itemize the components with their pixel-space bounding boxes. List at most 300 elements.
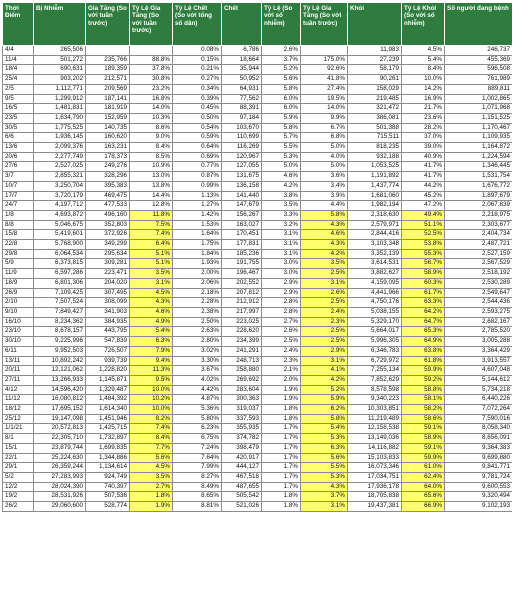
table-cell[interactable]: 2,318,630 (348, 210, 402, 220)
table-cell[interactable]: 9/10 (3, 307, 34, 317)
table-cell[interactable]: 88,391 (222, 104, 262, 114)
table-cell[interactable]: 160,620 (86, 133, 130, 143)
table-cell[interactable]: 5.4% (130, 327, 173, 337)
table-cell[interactable]: 41.7% (402, 172, 445, 182)
table-cell[interactable]: 4.9% (130, 317, 173, 327)
table-cell[interactable]: 4.0% (301, 152, 348, 162)
table-cell[interactable]: 47.2% (402, 201, 445, 211)
table-cell[interactable]: 5.7% (262, 133, 301, 143)
table-cell[interactable]: 23,879,744 (34, 443, 86, 453)
table-cell[interactable]: 28.2% (402, 123, 445, 133)
table-cell[interactable]: 6.23% (173, 424, 222, 434)
table-cell[interactable]: 2.18% (173, 288, 222, 298)
table-cell[interactable]: 6,346,783 (348, 346, 402, 356)
table-cell[interactable]: 92.6% (301, 65, 348, 75)
table-cell[interactable]: 2/10 (3, 298, 34, 308)
table-cell[interactable]: 2.28% (173, 298, 222, 308)
table-cell[interactable]: 110,699 (222, 133, 262, 143)
table-cell[interactable]: 3.5% (262, 201, 301, 211)
table-cell[interactable]: 1,170,467 (445, 123, 513, 133)
table-cell[interactable]: 1.93% (173, 259, 222, 269)
table-cell[interactable]: 1,002,865 (445, 94, 513, 104)
table-cell[interactable]: 2,544,436 (445, 298, 513, 308)
table-cell[interactable]: 2.5% (262, 337, 301, 347)
table-cell[interactable]: 1.53% (173, 220, 222, 230)
table-cell[interactable]: 818,235 (348, 143, 402, 153)
table-cell[interactable]: 3,005,288 (445, 337, 513, 347)
table-cell[interactable]: 16/10 (3, 317, 34, 327)
table-cell[interactable]: 1.9% (262, 395, 301, 405)
table-cell[interactable]: 120,967 (222, 152, 262, 162)
table-cell[interactable]: 35,944 (222, 65, 262, 75)
table-cell[interactable]: 6,064,534 (34, 249, 86, 259)
table-cell[interactable]: 395,383 (86, 181, 130, 191)
table-cell[interactable]: 7,507,524 (34, 298, 86, 308)
table-cell[interactable]: 258,880 (222, 366, 262, 376)
table-cell[interactable]: 8.2% (130, 414, 173, 424)
table-cell[interactable]: 0.59% (173, 133, 222, 143)
table-cell[interactable]: 0.21% (173, 65, 222, 75)
table-cell[interactable]: 6,440,226 (445, 395, 513, 405)
table-cell[interactable]: 27.4% (301, 84, 348, 94)
table-cell[interactable]: 6.0% (262, 94, 301, 104)
table-cell[interactable]: 1.8% (262, 492, 301, 502)
table-cell[interactable]: 11,983 (348, 46, 402, 56)
table-cell[interactable]: 3.5% (130, 472, 173, 482)
table-cell[interactable]: 7.9% (130, 346, 173, 356)
table-cell[interactable]: 1,344,886 (86, 453, 130, 463)
table-cell[interactable]: 61.7% (402, 288, 445, 298)
table-cell[interactable]: 228,620 (222, 327, 262, 337)
table-cell[interactable]: 187,141 (86, 94, 130, 104)
table-cell[interactable]: 1.7% (262, 434, 301, 444)
col-header[interactable]: Gia Tăng (So với tuần trước) (86, 3, 130, 46)
table-cell[interactable]: 12,121,062 (34, 366, 86, 376)
table-cell[interactable]: 3,364,429 (445, 346, 513, 356)
table-cell[interactable]: 2/5 (3, 84, 34, 94)
table-cell[interactable]: 7.24% (173, 443, 222, 453)
table-cell[interactable]: 28,024,390 (34, 482, 86, 492)
table-cell[interactable]: 501,272 (34, 55, 86, 65)
table-cell[interactable]: 6,373,815 (34, 259, 86, 269)
table-cell[interactable]: 939,739 (86, 356, 130, 366)
table-cell[interactable]: 1.64% (173, 230, 222, 240)
table-cell[interactable]: 29,060,600 (34, 502, 86, 512)
table-cell[interactable]: 207,812 (222, 288, 262, 298)
table-cell[interactable]: 9,841,771 (445, 463, 513, 473)
table-cell[interactable]: 202,552 (222, 278, 262, 288)
table-cell[interactable]: 2.50% (173, 317, 222, 327)
table-cell[interactable]: 1.7% (262, 424, 301, 434)
table-cell[interactable]: 37.8% (130, 65, 173, 75)
table-cell[interactable]: 9/5 (3, 94, 34, 104)
table-cell[interactable]: 23.2% (130, 84, 173, 94)
table-cell[interactable]: 7,072,264 (445, 405, 513, 415)
table-cell[interactable]: 0.87% (173, 172, 222, 182)
table-cell[interactable]: 178,373 (86, 152, 130, 162)
table-cell[interactable]: 5.9% (262, 113, 301, 123)
table-cell[interactable]: 2.06% (173, 278, 222, 288)
table-cell[interactable]: 20/11 (3, 366, 34, 376)
table-cell[interactable]: 4.3% (301, 482, 348, 492)
table-cell[interactable]: 1.8% (262, 405, 301, 415)
table-cell[interactable]: 18,664 (222, 55, 262, 65)
table-cell[interactable]: 2,785,520 (445, 327, 513, 337)
table-cell[interactable]: 60.3% (402, 278, 445, 288)
table-cell[interactable]: 7,109,425 (34, 288, 86, 298)
table-cell[interactable]: 2,527,159 (445, 249, 513, 259)
table-cell[interactable]: 7.99% (173, 463, 222, 473)
table-cell[interactable]: 2.4% (301, 307, 348, 317)
table-cell[interactable]: 13,149,036 (348, 434, 402, 444)
table-cell[interactable]: 175.0% (301, 55, 348, 65)
table-cell[interactable]: 3.30% (173, 356, 222, 366)
table-cell[interactable]: 3.1% (262, 240, 301, 250)
table-cell[interactable]: 8/1 (3, 434, 34, 444)
table-cell[interactable]: 2,567,529 (445, 259, 513, 269)
table-cell[interactable]: 65.6% (402, 492, 445, 502)
table-cell[interactable]: 62.4% (402, 472, 445, 482)
table-cell[interactable]: 283,604 (222, 385, 262, 395)
table-cell[interactable]: 14,116,882 (348, 443, 402, 453)
table-cell[interactable]: 5,046,675 (34, 220, 86, 230)
table-cell[interactable]: 28,531,926 (34, 492, 86, 502)
table-cell[interactable]: 26/9 (3, 288, 34, 298)
table-cell[interactable]: 547,839 (86, 337, 130, 347)
table-cell[interactable]: 300,363 (222, 395, 262, 405)
table-cell[interactable]: 12.8% (130, 201, 173, 211)
table-cell[interactable]: 2,855,321 (34, 172, 86, 182)
table-cell[interactable]: 10.0% (402, 75, 445, 85)
table-cell[interactable]: 131,675 (222, 172, 262, 182)
table-cell[interactable]: 4.42% (173, 385, 222, 395)
table-cell[interactable]: 11.8% (130, 210, 173, 220)
table-cell[interactable]: 156,267 (222, 210, 262, 220)
table-cell[interactable]: 14.4% (130, 191, 173, 201)
table-cell[interactable]: 2.7% (262, 317, 301, 327)
table-cell[interactable]: 3.1% (262, 249, 301, 259)
table-cell[interactable]: 337,593 (222, 414, 262, 424)
table-cell[interactable]: 3.9% (301, 191, 348, 201)
table-cell[interactable]: 217,997 (222, 307, 262, 317)
table-cell[interactable]: 8,678,157 (34, 327, 86, 337)
table-cell[interactable]: 1,775,525 (34, 123, 86, 133)
table-cell[interactable]: 30/10 (3, 337, 34, 347)
table-cell[interactable]: 127,055 (222, 162, 262, 172)
table-cell[interactable]: 4.3% (301, 240, 348, 250)
table-cell[interactable]: 7,852,629 (348, 375, 402, 385)
table-cell[interactable]: 6.7% (301, 123, 348, 133)
table-cell[interactable]: 30/5 (3, 123, 34, 133)
table-cell[interactable]: 2,682,167 (445, 317, 513, 327)
table-cell[interactable]: 4/12 (3, 385, 34, 395)
table-cell[interactable]: 1/8 (3, 210, 34, 220)
table-cell[interactable]: 45.2% (402, 191, 445, 201)
table-cell[interactable]: 5.3% (262, 152, 301, 162)
table-cell[interactable]: 3,614,531 (348, 259, 402, 269)
table-cell[interactable]: 1,699,835 (86, 443, 130, 453)
table-cell[interactable]: 328,296 (86, 172, 130, 182)
table-cell[interactable]: 528,774 (86, 502, 130, 512)
table-cell[interactable]: 5/9 (3, 259, 34, 269)
table-cell[interactable]: 59.9% (402, 366, 445, 376)
table-cell[interactable]: 487,655 (222, 482, 262, 492)
table-cell[interactable]: 1,681,060 (348, 191, 402, 201)
table-cell[interactable]: 5.1% (130, 249, 173, 259)
table-cell[interactable]: 13.8% (130, 181, 173, 191)
table-cell[interactable]: 18,705,838 (348, 492, 402, 502)
table-cell[interactable]: 4.2% (262, 181, 301, 191)
table-cell[interactable]: 58.6% (402, 414, 445, 424)
table-cell[interactable]: 0.77% (173, 162, 222, 172)
table-cell[interactable]: 1,346,445 (445, 162, 513, 172)
table-cell[interactable]: 63.8% (402, 346, 445, 356)
table-cell[interactable]: 212,571 (86, 75, 130, 85)
table-cell[interactable]: 7.4% (130, 230, 173, 240)
table-cell[interactable]: 204,020 (86, 278, 130, 288)
table-cell[interactable]: 4,441,966 (348, 288, 402, 298)
table-cell[interactable]: 1.27% (173, 201, 222, 211)
table-cell[interactable]: 58.9% (402, 434, 445, 444)
table-cell[interactable]: 443,795 (86, 327, 130, 337)
table-cell[interactable]: 5.0% (301, 162, 348, 172)
table-cell[interactable]: 235,766 (86, 55, 130, 65)
table-cell[interactable]: 3.02% (173, 346, 222, 356)
table-cell[interactable]: 321,472 (348, 104, 402, 114)
table-cell[interactable]: 5,144,612 (445, 375, 513, 385)
table-cell[interactable]: 8.4% (402, 65, 445, 75)
table-cell[interactable]: 12/2 (3, 482, 34, 492)
table-cell[interactable]: 398,479 (222, 443, 262, 453)
table-cell[interactable]: 16,073,346 (348, 463, 402, 473)
table-cell[interactable]: 1,425,715 (86, 424, 130, 434)
table-cell[interactable]: 141,440 (222, 191, 262, 201)
table-cell[interactable]: 1,936,145 (34, 133, 86, 143)
table-cell[interactable]: 64.9% (402, 337, 445, 347)
table-cell[interactable]: 147,679 (222, 201, 262, 211)
table-cell[interactable]: 1,531,754 (445, 172, 513, 182)
table-cell[interactable]: 477,533 (86, 201, 130, 211)
table-cell[interactable]: 23/10 (3, 327, 34, 337)
table-cell[interactable]: 18/12 (3, 405, 34, 415)
table-cell[interactable]: 41.7% (402, 162, 445, 172)
table-cell[interactable]: 4.2% (301, 249, 348, 259)
table-cell[interactable]: 44.2% (402, 181, 445, 191)
table-cell[interactable]: 7.5% (130, 220, 173, 230)
table-cell[interactable]: 2.8% (262, 307, 301, 317)
table-cell[interactable]: 64.0% (402, 482, 445, 492)
table-cell[interactable]: 2.3% (262, 356, 301, 366)
table-cell[interactable]: 4,750,176 (348, 298, 402, 308)
table-cell[interactable]: 5.6% (130, 453, 173, 463)
table-cell[interactable]: 889,811 (445, 84, 513, 94)
table-cell[interactable]: 5.8% (301, 414, 348, 424)
table-cell[interactable]: 4.3% (130, 298, 173, 308)
table-cell[interactable]: 0.99% (173, 181, 222, 191)
table-cell[interactable]: 9,225,996 (34, 337, 86, 347)
table-cell[interactable]: 8.5% (130, 152, 173, 162)
table-cell[interactable]: 5.8% (301, 210, 348, 220)
table-cell[interactable]: 27/6 (3, 162, 34, 172)
table-cell[interactable]: 29/8 (3, 249, 34, 259)
table-cell[interactable]: 22/1 (3, 453, 34, 463)
table-cell[interactable]: 2.63% (173, 327, 222, 337)
table-cell[interactable]: 924,749 (86, 472, 130, 482)
table-cell[interactable]: 26,359,244 (34, 463, 86, 473)
table-cell[interactable]: 189,359 (86, 65, 130, 75)
table-cell[interactable]: 2.80% (173, 337, 222, 347)
table-cell[interactable]: 241,291 (222, 346, 262, 356)
table-cell[interactable]: 163,231 (86, 143, 130, 153)
table-cell[interactable]: 177,831 (222, 240, 262, 250)
table-cell[interactable]: 5.80% (173, 414, 222, 424)
table-cell[interactable]: 740,397 (86, 482, 130, 492)
table-cell[interactable]: 0.15% (173, 55, 222, 65)
table-cell[interactable]: 4.5% (130, 288, 173, 298)
table-cell[interactable]: 58.8% (402, 385, 445, 395)
table-cell[interactable]: 2.00% (173, 269, 222, 279)
table-cell[interactable]: 16.9% (402, 94, 445, 104)
table-cell[interactable]: 10,892,242 (34, 356, 86, 366)
table-cell[interactable]: 319,037 (222, 405, 262, 415)
table-cell[interactable]: 715,511 (348, 133, 402, 143)
table-cell[interactable]: 6.4% (130, 240, 173, 250)
table-cell[interactable]: 17,936,178 (348, 482, 402, 492)
table-cell[interactable]: 18/9 (3, 278, 34, 288)
table-cell[interactable]: 2.9% (262, 278, 301, 288)
table-cell[interactable]: 1.8% (262, 414, 301, 424)
table-cell[interactable]: 10.3% (130, 113, 173, 123)
table-cell[interactable]: 9,102,193 (445, 502, 513, 512)
table-cell[interactable]: 690,631 (34, 65, 86, 75)
table-cell[interactable]: 58.1% (402, 395, 445, 405)
table-cell[interactable]: 8,656,091 (445, 434, 513, 444)
table-cell[interactable]: 8.49% (173, 482, 222, 492)
table-cell[interactable]: 309,281 (86, 259, 130, 269)
table-cell[interactable]: 1,191,892 (348, 172, 402, 182)
table-cell[interactable]: 2.5% (301, 337, 348, 347)
table-cell[interactable]: 5.0% (262, 162, 301, 172)
table-cell[interactable]: 2.7% (130, 482, 173, 492)
table-cell[interactable]: 2.9% (301, 346, 348, 356)
table-cell[interactable]: 17,695,152 (34, 405, 86, 415)
table-cell[interactable]: 2,487,721 (445, 240, 513, 250)
col-header[interactable]: Chết (222, 3, 262, 46)
table-cell[interactable]: 10.0% (130, 385, 173, 395)
table-cell[interactable]: 223,471 (86, 269, 130, 279)
table-cell[interactable]: 5.2% (262, 65, 301, 75)
table-cell[interactable]: 59.1% (402, 443, 445, 453)
table-cell[interactable]: 307,495 (86, 288, 130, 298)
table-cell[interactable]: 116,269 (222, 143, 262, 153)
table-cell[interactable]: 269,692 (222, 375, 262, 385)
table-cell[interactable]: 455,369 (445, 55, 513, 65)
table-cell[interactable]: 16,080,812 (34, 395, 86, 405)
table-cell[interactable]: 1,634,790 (34, 113, 86, 123)
table-cell[interactable]: 27,239 (348, 55, 402, 65)
table-cell[interactable]: 1,151,525 (445, 113, 513, 123)
table-cell[interactable]: 6.8% (301, 133, 348, 143)
table-cell[interactable]: 9.5% (130, 375, 173, 385)
table-cell[interactable]: 1.42% (173, 210, 222, 220)
table-cell[interactable]: 19,437,381 (348, 502, 402, 512)
table-cell[interactable]: 7.64% (173, 453, 222, 463)
table-cell[interactable]: 246,737 (445, 46, 513, 56)
table-cell[interactable]: 0.64% (173, 143, 222, 153)
table-cell[interactable]: 158,029 (348, 84, 402, 94)
table-cell[interactable]: 6/6 (3, 133, 34, 143)
table-cell[interactable]: 11.3% (130, 366, 173, 376)
table-cell[interactable]: 1.7% (262, 443, 301, 453)
table-cell[interactable]: 20,572,813 (34, 424, 86, 434)
table-cell[interactable]: 9,699,880 (445, 453, 513, 463)
col-header[interactable]: Tỷ Lệ Gia Tăng (So với tuần trước) (301, 3, 348, 46)
table-cell[interactable]: 4/4 (3, 46, 34, 56)
table-cell[interactable]: 374,782 (222, 434, 262, 444)
table-cell[interactable]: 9,340,223 (348, 395, 402, 405)
table-cell[interactable]: 2,518,192 (445, 269, 513, 279)
table-cell[interactable]: 5.5% (301, 463, 348, 473)
table-cell[interactable]: 0.54% (173, 123, 222, 133)
table-cell[interactable]: 1.84% (173, 249, 222, 259)
table-cell[interactable]: 26/2 (3, 502, 34, 512)
table-cell[interactable]: 3.0% (262, 259, 301, 269)
table-cell[interactable]: 3,882,627 (348, 269, 402, 279)
table-cell[interactable]: 5.2% (301, 385, 348, 395)
table-cell[interactable]: 4,693,872 (34, 210, 86, 220)
table-cell[interactable]: 5,419,601 (34, 230, 86, 240)
table-cell[interactable]: 7,849,427 (34, 307, 86, 317)
table-cell[interactable]: 1,109,935 (445, 133, 513, 143)
table-cell[interactable]: 1.9% (262, 385, 301, 395)
table-cell[interactable]: 58.2% (402, 405, 445, 415)
table-cell[interactable]: 2,549,647 (445, 288, 513, 298)
table-cell[interactable]: 7,590,016 (445, 414, 513, 424)
table-cell[interactable]: 40.9% (402, 152, 445, 162)
table-cell[interactable]: 5,329,170 (348, 317, 402, 327)
table-cell[interactable]: 4.6% (262, 172, 301, 182)
table-cell[interactable]: 196,467 (222, 269, 262, 279)
table-cell[interactable]: 88.8% (130, 55, 173, 65)
table-cell[interactable]: 8,058,340 (445, 424, 513, 434)
table-cell[interactable]: 7.4% (130, 424, 173, 434)
table-cell[interactable]: 0.45% (173, 104, 222, 114)
table-cell[interactable]: 308,099 (86, 298, 130, 308)
table-cell[interactable]: 6.3% (301, 443, 348, 453)
table-cell[interactable]: 2.3% (301, 317, 348, 327)
table-cell[interactable]: 349,299 (86, 240, 130, 250)
table-cell[interactable]: 4.2% (301, 375, 348, 385)
table-cell[interactable]: 2,067,839 (445, 201, 513, 211)
table-cell[interactable]: 5,768,900 (34, 240, 86, 250)
table-cell[interactable]: 1.8% (130, 492, 173, 502)
table-cell[interactable]: 1,071,968 (445, 104, 513, 114)
table-cell[interactable]: 97,184 (222, 113, 262, 123)
table-cell[interactable]: 8.6% (130, 123, 173, 133)
table-cell[interactable]: 4.3% (301, 220, 348, 230)
table-cell[interactable]: 295,634 (86, 249, 130, 259)
table-cell[interactable]: 6,786 (222, 46, 262, 56)
table-cell[interactable]: 249,276 (86, 162, 130, 172)
table-cell[interactable]: 152,959 (86, 113, 130, 123)
table-cell[interactable]: 1,982,194 (348, 201, 402, 211)
table-cell[interactable]: 2,527,025 (34, 162, 86, 172)
table-cell[interactable]: 9,952,503 (34, 346, 86, 356)
table-cell[interactable]: 8.4% (130, 434, 173, 444)
table-cell[interactable]: 16/5 (3, 104, 34, 114)
table-cell[interactable]: 58,179 (348, 65, 402, 75)
table-cell[interactable]: 3.1% (301, 356, 348, 366)
